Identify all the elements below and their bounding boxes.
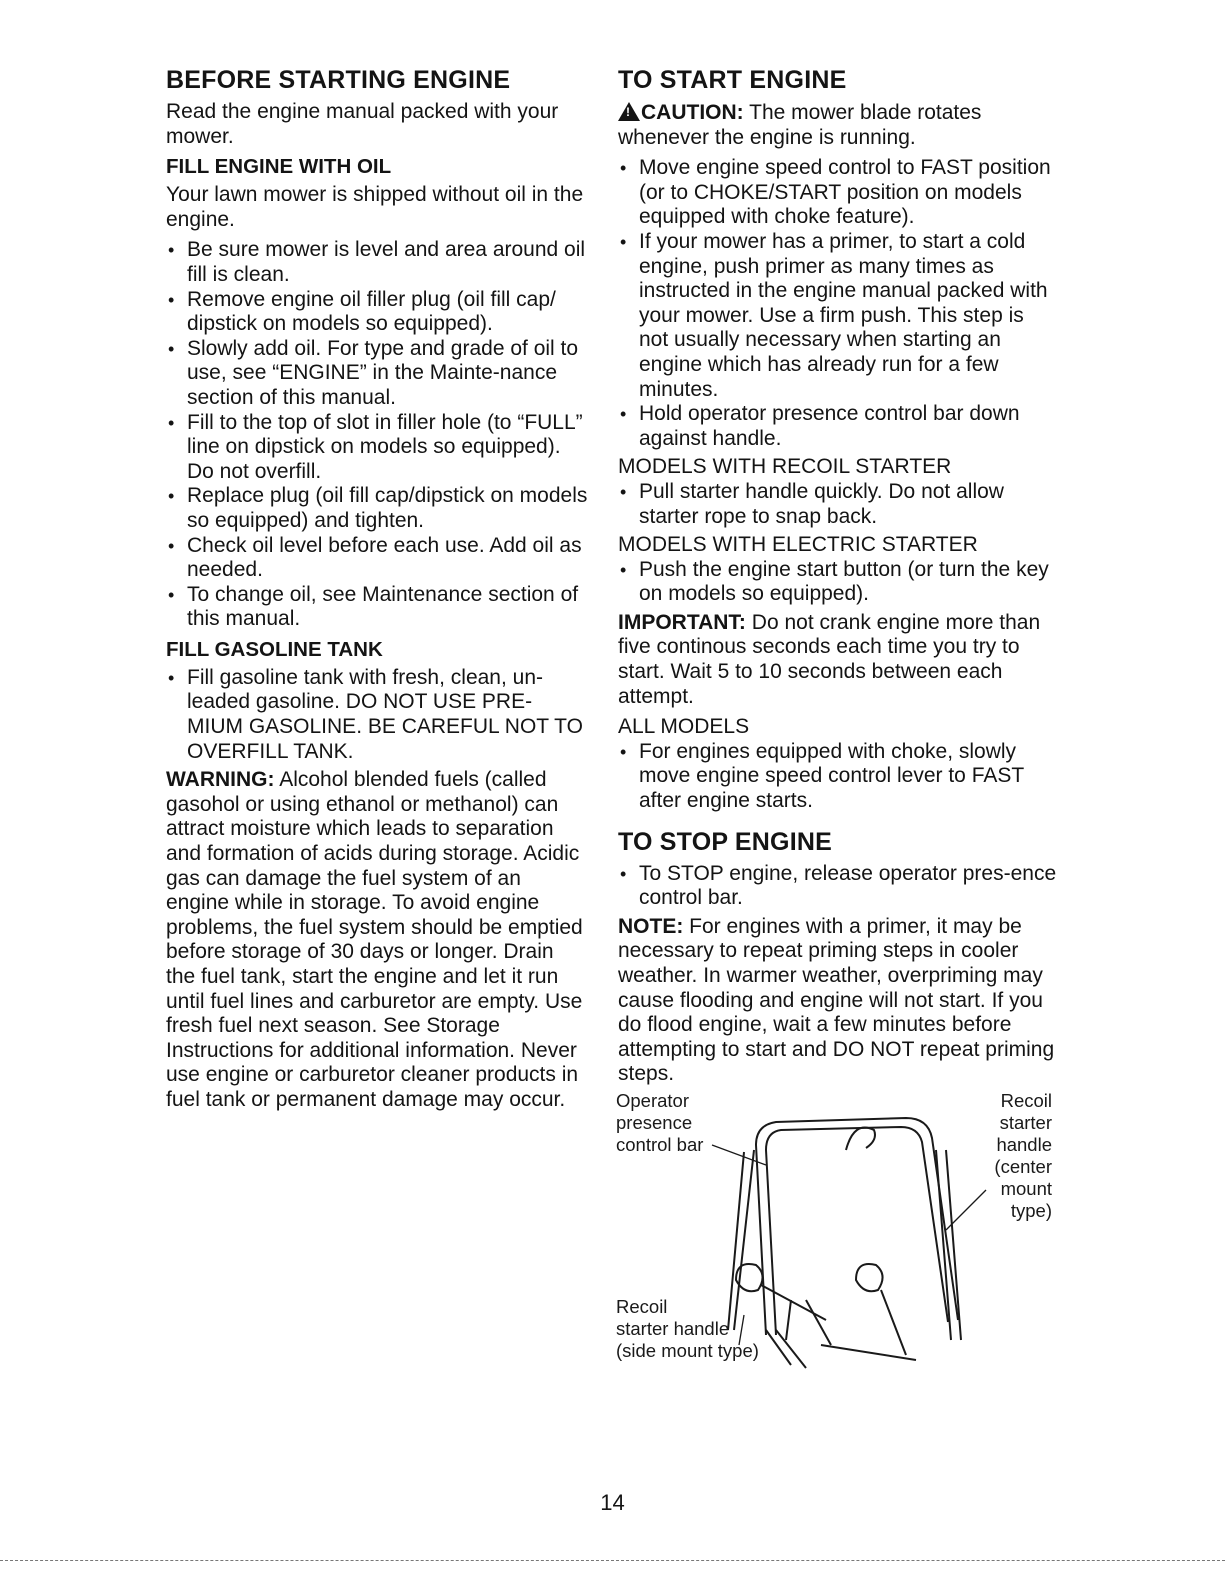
left-column: [166, 66, 588, 1119]
list-item: • Hold operator presence control bar down against handle.: [618, 402, 1058, 451]
label-operator-presence: [616, 1090, 703, 1156]
list-item: • Fill gasoline tank with fresh, clean, un-leaded gasoline. DO NOT USE PRE-MIUM GASOLINE. BE CAREFUL NOT TO OVERFILL TANK.: [166, 666, 588, 764]
list-item: • Fill to the top of slot in filler hole (to “FULL” line on dipstick on models so equipped). Do not overfill.: [166, 411, 588, 485]
warning-label: WARNING:: [166, 768, 275, 792]
note-text: For engines with a primer, it may be necessary to repeat priming steps in cooler weather. In warmer weather, overpriming may cause flooding and engine will not start. If you do flood engine, wait a few minutes before attempting to start and DO NOT repeat priming steps.: [618, 914, 1055, 1086]
all-models-steps-list: [618, 740, 1058, 814]
warning-text: Alcohol blended fuels (called gasohol or using ethanol or methanol) can attract moisture which leads to separation and formation of acids during storage. Acidic gas can damage the fuel system of an engine while in storage. To avoid engine problems, the fuel system should be emptied before storage of 30 days or longer. Drain the fuel tank, start the engine and let it run until fuel lines and carburetor are empty. Use fresh fuel next season. See Storage Instructions for additional information. Never use engine or carburetor cleaner products in fuel tank or permanent damage may occur.: [166, 768, 583, 1111]
recoil-steps-list: [618, 480, 1058, 529]
heading-to-start-engine: TO START ENGINE: [618, 66, 847, 94]
right-column: [618, 66, 1058, 1093]
caution-text: The mower blade rotates whenever the engine is running.: [618, 101, 982, 149]
heading-fill-engine-oil: FILL ENGINE WITH OIL: [166, 155, 392, 179]
label-line: (center: [994, 1156, 1052, 1177]
important-paragraph: [618, 611, 1058, 709]
list-item: • To change oil, see Maintenance section of this manual.: [166, 583, 588, 632]
list-item: • Pull starter handle quickly. Do not allow starter rope to snap back.: [618, 480, 1058, 529]
heading-all-models: ALL MODELS: [618, 715, 750, 739]
page-number: 14: [600, 1490, 625, 1515]
start-steps-list: [618, 156, 1058, 451]
label-line: Recoil: [1000, 1090, 1052, 1111]
oil-intro-text: Your lawn mower is shipped without oil in the engine.: [166, 183, 584, 231]
stop-steps-list: [618, 862, 1058, 911]
heading-electric-starter: MODELS WITH ELECTRIC STARTER: [618, 533, 978, 557]
list-item: • Push the engine start button (or turn the key on models so equipped).: [618, 558, 1058, 607]
label-line: starter handle: [616, 1318, 730, 1339]
important-label: IMPORTANT:: [618, 610, 746, 634]
list-item: • If your mower has a primer, to start a cold engine, push primer as many times as instructed in the engine manual packed with your mower. Use a firm push. This step is not usually necessary when starting an engine which has already run for a few minutes.: [618, 230, 1058, 402]
label-recoil-side-mount: [616, 1296, 759, 1362]
list-item: • Remove engine oil filler plug (oil fill cap/ dipstick on models so equipped).: [166, 288, 588, 337]
label-line: (side mount type): [616, 1340, 759, 1361]
label-line: Operator: [616, 1090, 690, 1111]
list-item: • Check oil level before each use. Add oil as needed.: [166, 534, 588, 583]
list-item: • Be sure mower is level and area around oil fill is clean.: [166, 238, 588, 287]
heading-to-stop-engine: TO STOP ENGINE: [618, 827, 832, 856]
caution-label: CAUTION:: [641, 101, 744, 124]
warning-paragraph: [166, 768, 588, 1112]
label-line: Recoil: [616, 1296, 668, 1317]
list-item: • Replace plug (oil fill cap/dipstick on models so equipped) and tighten.: [166, 484, 588, 533]
list-item: • For engines equipped with choke, slowly move engine speed control lever to FAST after engine starts.: [618, 740, 1058, 814]
label-line: starter: [999, 1112, 1052, 1133]
important-text: Do not crank engine more than five continous seconds each time you try to start. Wait 5 to 10 seconds between each attempt.: [618, 610, 1041, 708]
list-item: • Slowly add oil. For type and grade of oil to use, see “ENGINE” in the Mainte-nance section of this manual.: [166, 337, 588, 411]
note-label: NOTE:: [618, 914, 684, 938]
gas-steps-list: [166, 666, 588, 764]
label-line: type): [1010, 1200, 1052, 1221]
warning-triangle-icon: [618, 102, 640, 121]
label-recoil-center-mount: [982, 1090, 1052, 1222]
oil-steps-list: [166, 238, 588, 632]
note-paragraph: [618, 915, 1058, 1087]
electric-steps-list: [618, 558, 1058, 607]
heading-fill-gasoline-tank: FILL GASOLINE TANK: [166, 637, 383, 661]
mower-handle-figure: [616, 1090, 1056, 1370]
label-line: control bar: [616, 1134, 704, 1155]
heading-recoil-starter: MODELS WITH RECOIL STARTER: [618, 455, 952, 479]
caution-paragraph: [618, 100, 1058, 150]
list-item: • To STOP engine, release operator pres-ence control bar.: [618, 862, 1058, 911]
label-line: handle: [996, 1134, 1052, 1155]
label-line: mount: [1000, 1178, 1052, 1199]
heading-before-starting-engine: BEFORE STARTING ENGINE: [166, 66, 511, 94]
intro-text: Read the engine manual packed with your mower.: [166, 100, 559, 148]
label-line: presence: [616, 1112, 693, 1133]
page-bottom-divider: [0, 1560, 1225, 1561]
list-item: • Move engine speed control to FAST position (or to CHOKE/START position on models equipped with choke feature).: [618, 156, 1058, 230]
